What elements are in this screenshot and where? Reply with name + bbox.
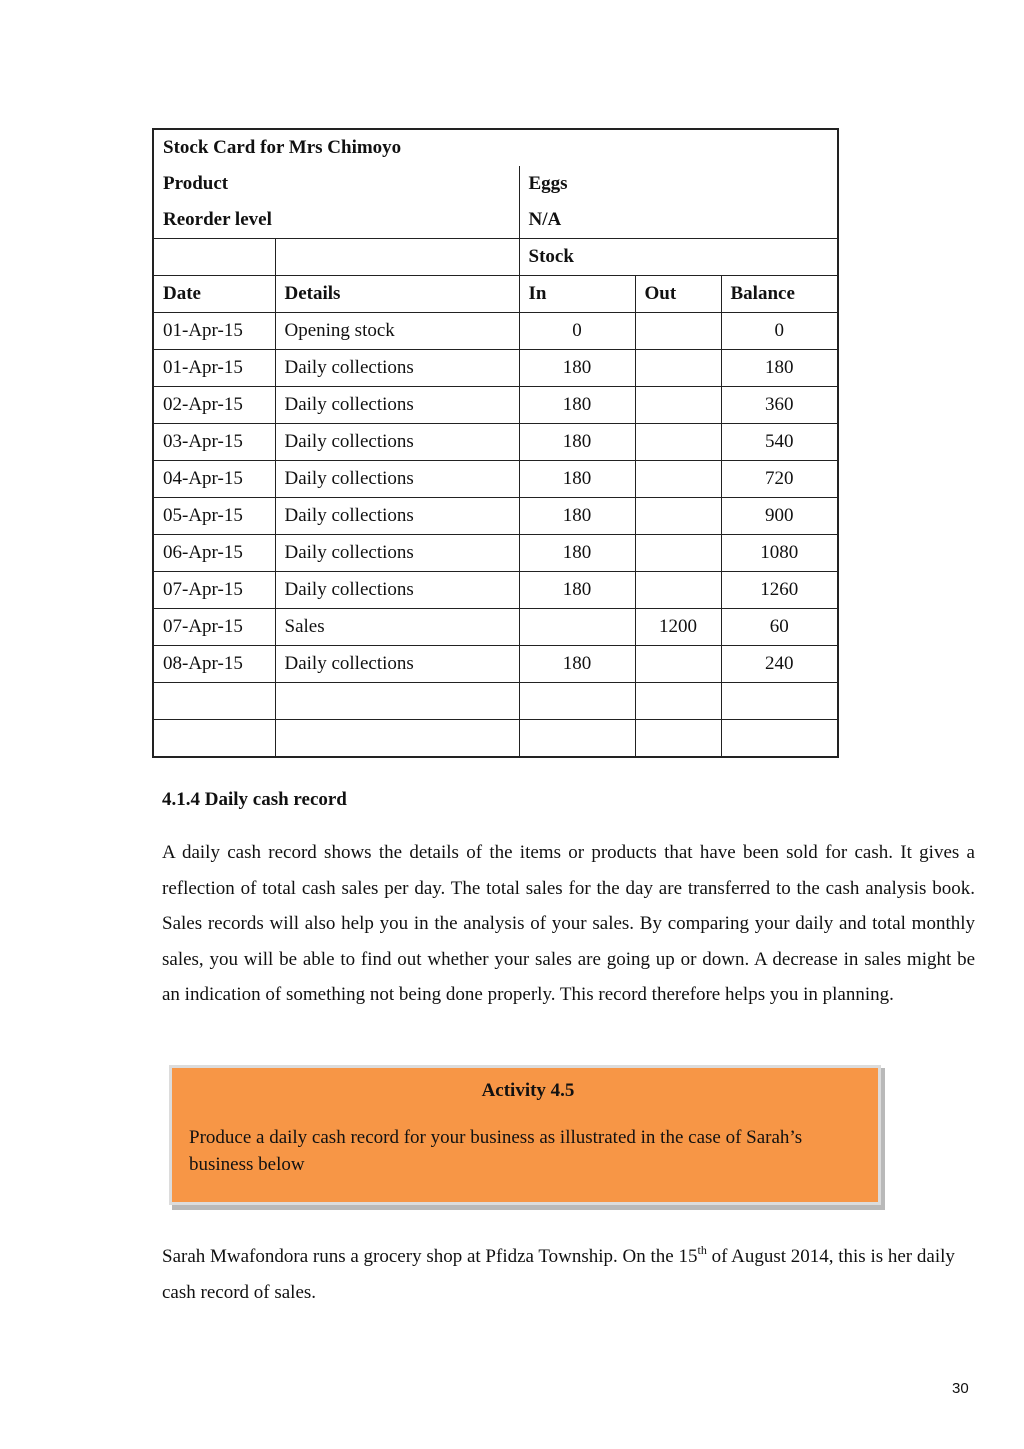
table-row <box>153 461 838 498</box>
balance-cell: 0 <box>721 313 838 350</box>
table-row <box>153 572 838 609</box>
product-row <box>153 166 838 202</box>
in-cell: 180 <box>519 646 635 683</box>
in-cell <box>519 720 635 758</box>
story-paragraph <box>162 1239 975 1311</box>
stock-card-table <box>152 128 839 758</box>
in-cell: 180 <box>519 535 635 572</box>
details-cell: Sales <box>275 609 519 646</box>
table-row <box>153 535 838 572</box>
table-row <box>153 609 838 646</box>
in-cell: 180 <box>519 461 635 498</box>
out-cell <box>635 720 721 758</box>
in-cell: 180 <box>519 498 635 535</box>
story-superscript: th <box>697 1243 707 1257</box>
details-cell: Daily collections <box>275 424 519 461</box>
product-value: Eggs <box>519 166 838 202</box>
in-cell <box>519 683 635 720</box>
out-cell: 1200 <box>635 609 721 646</box>
out-cell <box>635 461 721 498</box>
balance-cell: 720 <box>721 461 838 498</box>
out-cell <box>635 646 721 683</box>
empty-header-cell <box>153 239 275 276</box>
date-cell: 01-Apr-15 <box>153 313 275 350</box>
date-cell: 06-Apr-15 <box>153 535 275 572</box>
activity-box <box>169 1065 881 1205</box>
details-cell: Daily collections <box>275 646 519 683</box>
details-cell: Daily collections <box>275 498 519 535</box>
date-cell: 03-Apr-15 <box>153 424 275 461</box>
date-cell: 08-Apr-15 <box>153 646 275 683</box>
table-row <box>153 387 838 424</box>
out-cell <box>635 350 721 387</box>
table-row <box>153 646 838 683</box>
balance-cell: 360 <box>721 387 838 424</box>
details-cell: Daily collections <box>275 535 519 572</box>
column-header-row <box>153 276 838 313</box>
story-text-start: Sarah Mwafondora runs a grocery shop at Pfidza Township. On the 15 <box>162 1246 698 1267</box>
section-heading: 4.1.4 Daily cash record <box>162 789 347 810</box>
balance-cell: 1260 <box>721 572 838 609</box>
reorder-value: N/A <box>519 202 838 239</box>
stock-card-title: Stock Card for Mrs Chimoyo <box>153 129 838 166</box>
balance-cell: 540 <box>721 424 838 461</box>
date-cell: 02-Apr-15 <box>153 387 275 424</box>
out-cell <box>635 572 721 609</box>
details-cell: Daily collections <box>275 387 519 424</box>
details-cell: Daily collections <box>275 350 519 387</box>
balance-cell: 240 <box>721 646 838 683</box>
details-cell: Daily collections <box>275 461 519 498</box>
in-cell <box>519 609 635 646</box>
out-cell <box>635 313 721 350</box>
out-cell <box>635 683 721 720</box>
in-cell: 180 <box>519 350 635 387</box>
stock-card-title-row <box>153 129 838 166</box>
date-cell: 07-Apr-15 <box>153 572 275 609</box>
in-cell: 180 <box>519 424 635 461</box>
in-cell: 180 <box>519 387 635 424</box>
column-header-out: Out <box>635 276 721 313</box>
details-cell <box>275 720 519 758</box>
column-header-details: Details <box>275 276 519 313</box>
date-cell <box>153 683 275 720</box>
out-cell <box>635 498 721 535</box>
details-cell: Daily collections <box>275 572 519 609</box>
date-cell: 07-Apr-15 <box>153 609 275 646</box>
product-label: Product <box>153 166 519 202</box>
table-row <box>153 683 838 720</box>
page-number: 30 <box>952 1380 969 1397</box>
column-header-in: In <box>519 276 635 313</box>
story-text-end: of August 2014, this is her daily cash record of sales. <box>162 1246 955 1303</box>
balance-cell: 900 <box>721 498 838 535</box>
details-cell: Opening stock <box>275 313 519 350</box>
table-row <box>153 350 838 387</box>
in-cell: 180 <box>519 572 635 609</box>
stock-group-header: Stock <box>519 239 838 276</box>
reorder-row <box>153 202 838 239</box>
balance-cell <box>721 683 838 720</box>
activity-title: Activity 4.5 <box>481 1080 575 1101</box>
date-cell <box>153 720 275 758</box>
balance-cell: 1080 <box>721 535 838 572</box>
reorder-label: Reorder level <box>153 202 519 239</box>
stock-group-header-row <box>153 239 838 276</box>
out-cell <box>635 535 721 572</box>
date-cell: 05-Apr-15 <box>153 498 275 535</box>
section-paragraph: A daily cash record shows the details of the items or products that have been sold for cash. It gives a reflection of total cash sales per day. The total sales for the day are transferred to the cash analysis book. Sales records will also help you in the analysis of your sales. By comparing your daily and total monthly sales, you will be able to find out whether your sales are going up or down. A decrease in sales might be an indication of something not being done properly. This record therefore helps you in planning. <box>162 842 975 1006</box>
table-row <box>153 313 838 350</box>
date-cell: 01-Apr-15 <box>153 350 275 387</box>
column-header-date: Date <box>153 276 275 313</box>
table-row <box>153 498 838 535</box>
column-header-balance: Balance <box>721 276 838 313</box>
out-cell <box>635 424 721 461</box>
balance-cell: 60 <box>721 609 838 646</box>
table-row <box>153 720 838 758</box>
date-cell: 04-Apr-15 <box>153 461 275 498</box>
details-cell <box>275 683 519 720</box>
balance-cell <box>721 720 838 758</box>
balance-cell: 180 <box>721 350 838 387</box>
in-cell: 0 <box>519 313 635 350</box>
table-row <box>153 424 838 461</box>
out-cell <box>635 387 721 424</box>
activity-text: Produce a daily cash record for your business as illustrated in the case of Sarah’s business below <box>189 1127 803 1175</box>
empty-header-cell <box>275 239 519 276</box>
